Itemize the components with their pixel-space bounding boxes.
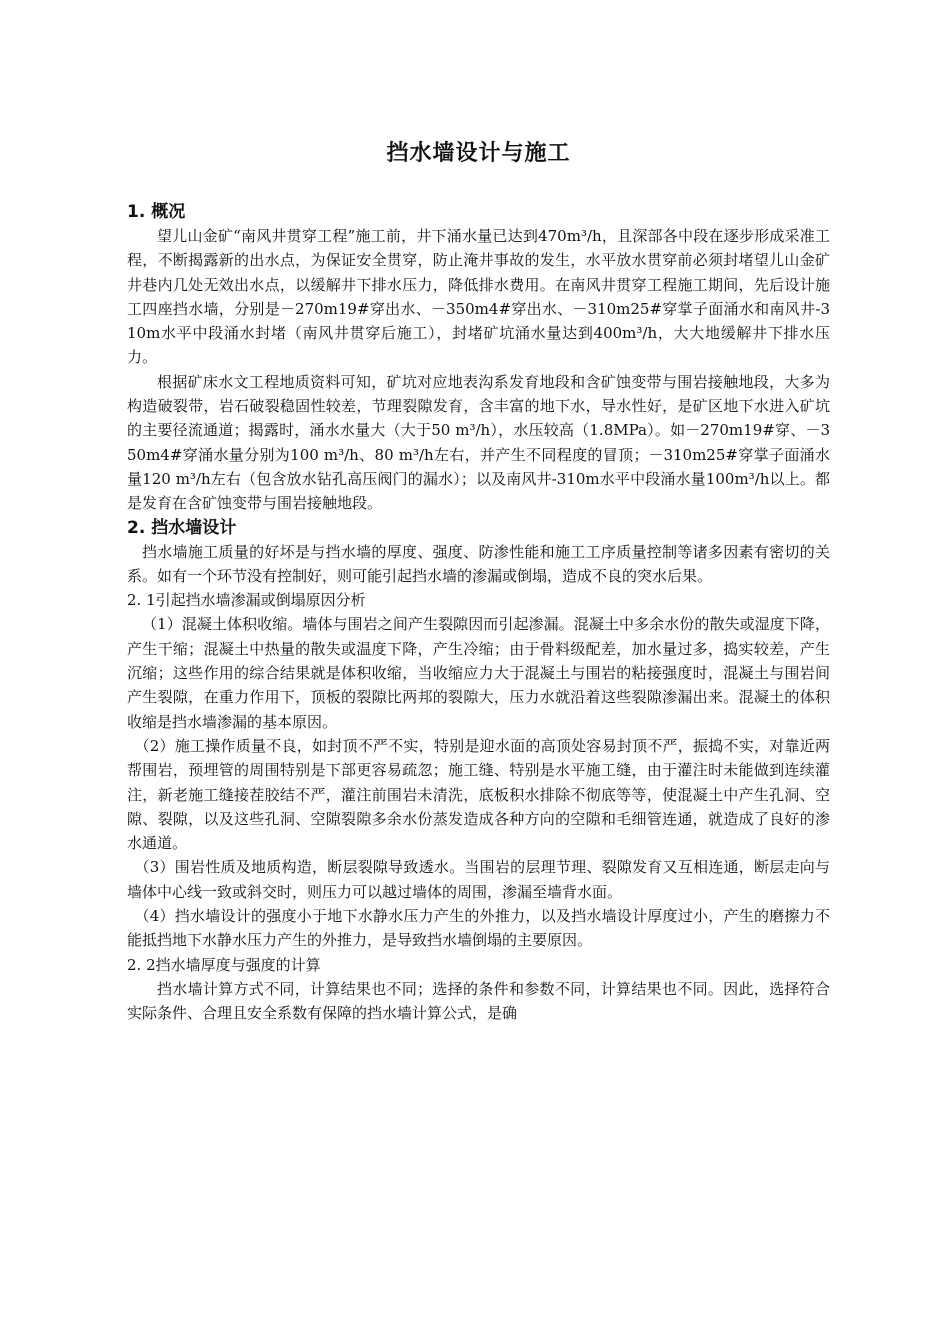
subsection-heading-causes: 2. 1引起挡水墙渗漏或倒塌原因分析	[127, 591, 366, 610]
section-heading-overview: 1. 概况	[127, 202, 186, 222]
paragraph-overview-1: 望儿山金矿“南风井贯穿工程”施工前，井下涌水量已达到470m³/h，且深部各中段在逐步形成采准工程，不断揭露新的出水点，为保证安全贯穿，防止淹井事故的发生，水平放水贯穿前必须封堵望儿山金矿井巷内几处无效出水点，以缓解井下排水压力，降低排水费用。在南风井贯穿工程施工期间，先后设计施工四座挡水墙，分别是－270m19#穿出水、－350m4#穿出水、－310m25#穿掌子面涌水和南风井-310m水平中段涌水封堵（南风井贯穿后施工），封堵矿坑涌水量达到400m³/h，大大地缓解井下排水压力。	[127, 227, 830, 367]
paragraph-calculation: 挡水墙计算方式不同，计算结果也不同；选择的条件和参数不同，计算结果也不同。因此，选择符合实际条件、合理且安全系数有保障的挡水墙计算公式，是确	[127, 979, 830, 1023]
list-item-cause-4: （4）挡水墙设计的强度小于地下水静水压力产生的外推力，以及挡水墙设计厚度过小，产生的磨擦力不能抵挡地下水静水压力产生的外推力，是导致挡水墙倒塌的主要原因。	[127, 907, 830, 950]
document-title: 挡水墙设计与施工	[386, 141, 571, 166]
list-item-cause-3: （3）围岩性质及地质构造，断层裂隙导致透水。当围岩的层理节理、裂隙发育又互相连通，断层走向与墙体中心线一致或斜交时，则压力可以越过墙体的周围，渗漏至墙背水面。	[127, 858, 830, 901]
subsection-heading-calculation: 2. 2挡水墙厚度与强度的计算	[127, 955, 321, 974]
list-item-cause-1: （1）混凝土体积收缩。墙体与围岩之间产生裂隙因而引起渗漏。混凝土中多余水份的散失或湿度下降，产生干缩；混凝土中热量的散失或温度下降，产生冷缩；由于骨料级配差，加水量过多，捣实较差，产生沉缩；这些作用的综合结果就是体积收缩，当收缩应力大于混凝土与围岩的粘接强度时，混凝土与围岩间产生裂隙，在重力作用下，顶板的裂隙比两邦的裂隙大，压力水就沿着这些裂隙渗漏出来。混凝土的体积收缩是挡水墙渗漏的基本原因。	[127, 615, 830, 731]
paragraph-wall-design-intro: 挡水墙施工质量的好坏是与挡水墙的厚度、强度、防渗性能和施工工序质量控制等诸多因素有密切的关系。如有一个环节没有控制好，则可能引起挡水墙的渗漏或倒塌，造成不良的突水后果。	[127, 542, 830, 585]
paragraph-overview-2: 根据矿床水文工程地质资料可知，矿坑对应地表沟系发育地段和含矿蚀变带与围岩接触地段，大多为构造破裂带，岩石破裂稳固性较差，节理裂隙发育，含丰富的地下水，导水性好，是矿区地下水进入矿坑的主要径流通道；揭露时，涌水水量大（大于50 m³/h），水压较高（1.8MPa）。如－270m19#穿、－350m4#穿涌水量分别为100 m³/h、80 m³/h左右，并产生不同程度的冒顶；－310m25#穿掌子面涌水量120 m³/h左右（包含放水钻孔高压阀门的漏水）；以及南风井-310m水平中段涌水量100m³/h以上。都是发育在含矿蚀变带与围岩接触地段。	[127, 372, 830, 513]
list-item-cause-2: （2）施工操作质量不良，如封顶不严不实，特别是迎水面的高顶处容易封顶不严，振捣不实，对靠近两帮围岩，预埋管的周围特别是下部更容易疏忽；施工缝、特别是水平施工缝，由于灌注时未能做到连续灌注，新老施工缝接茬胶结不严，灌注前围岩未清洗，底板积水排除不彻底等等，使混凝土中产生孔洞、空隙、裂隙，以及这些孔洞、空隙裂隙多余水份蒸发造成各种方向的空隙和毛细管连通，就造成了良好的渗水通道。	[127, 736, 830, 853]
document-body	[127, 200, 830, 1026]
section-heading-wall-design: 2. 挡水墙设计	[127, 517, 237, 538]
